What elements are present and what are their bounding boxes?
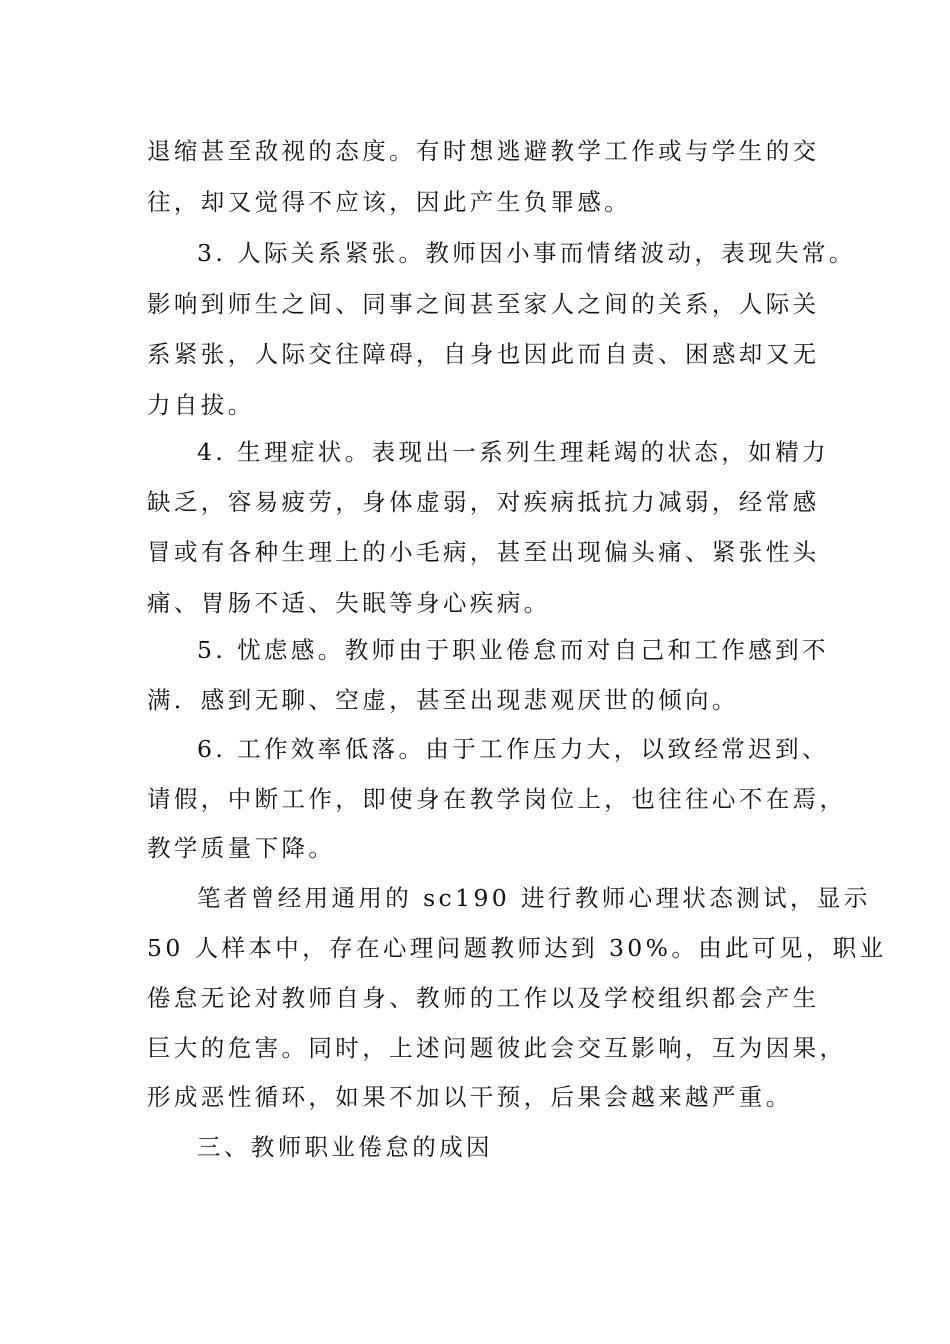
text-line: 满．感到无聊、空虚，甚至出现悲观厌世的倾向。 bbox=[147, 686, 739, 714]
text-line-item-6: 6. 工作效率低落。由于工作压力大，以致经常迟到、 bbox=[197, 735, 829, 763]
text-line: 痛、胃肠不适、失眠等身心疾病。 bbox=[147, 589, 551, 617]
text-line-paragraph-start: 笔者曾经用通用的 sc190 进行教师心理状态测试，显示 bbox=[197, 884, 871, 912]
text-line: 冒或有各种生理上的小毛病，甚至出现偏头痛、紧张性头 bbox=[147, 538, 820, 566]
text-line: 系紧张，人际交往障碍，自身也因此而自责、困惑却又无 bbox=[147, 340, 820, 368]
text-line: 教学质量下降。 bbox=[147, 834, 336, 862]
text-line: 巨大的危害。同时，上述问题彼此会交互影响，互为因果， bbox=[147, 1034, 847, 1062]
text-line: 退缩甚至敌视的态度。有时想逃避教学工作或与学生的交 bbox=[147, 137, 820, 165]
text-line: 倦怠无论对教师自身、教师的工作以及学校组织都会产生 bbox=[147, 984, 820, 1012]
text-line: 影响到师生之间、同事之间甚至家人之间的关系，人际关 bbox=[147, 290, 820, 318]
text-line: 缺乏，容易疲劳，身体虚弱，对疾病抵抗力减弱，经常感 bbox=[147, 488, 820, 516]
text-line: 力自拔。 bbox=[147, 391, 255, 419]
text-line: 50 人样本中，存在心理问题教师达到 30%。由此可见，职业 bbox=[147, 934, 887, 962]
text-line-item-5: 5. 忧虑感。教师由于职业倦怠而对自己和工作感到不 bbox=[197, 636, 829, 664]
text-line-item-4: 4. 生理症状。表现出一系列生理耗竭的状态，如精力 bbox=[197, 438, 829, 466]
text-line-item-3: 3. 人际关系紧张。教师因小事而情绪波动，表现失常。 bbox=[197, 239, 856, 267]
section-heading: 三、教师职业倦怠的成因 bbox=[197, 1133, 493, 1161]
text-line: 往，却又觉得不应该，因此产生负罪感。 bbox=[147, 188, 632, 216]
text-line: 形成恶性循环，如果不加以干预，后果会越来越严重。 bbox=[147, 1083, 793, 1111]
text-line: 请假，中断工作，即使身在教学岗位上，也往往心不在焉， bbox=[147, 785, 847, 813]
